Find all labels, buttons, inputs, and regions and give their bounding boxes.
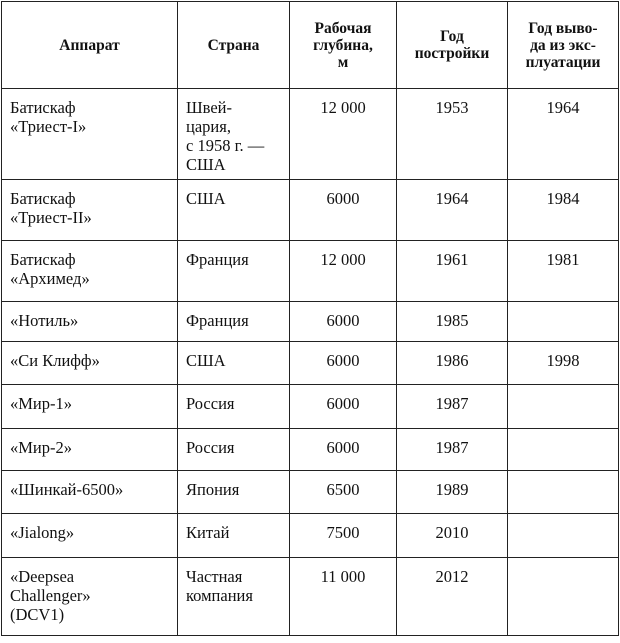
name-line: «Триест-II» [10,208,92,227]
header-built [397,2,508,89]
cell-built: 1987 [397,385,508,429]
table-row [2,180,619,241]
header-line: Страна [207,36,260,54]
country-line: Китай [186,523,230,542]
cell-built: 1953 [397,89,508,180]
cell-country [178,180,290,241]
name-line: «Мир-1» [10,394,72,413]
country-line: с 1958 г. — [186,136,265,155]
cell-name [2,429,178,471]
cell-retired [508,558,619,636]
country-line: Частная [186,567,243,586]
cell-built: 1987 [397,429,508,471]
cell-country [178,385,290,429]
name-line: «Шинкай-6500» [10,480,124,499]
table-row [2,514,619,558]
table-row [2,302,619,342]
cell-country [178,514,290,558]
cell-name [2,302,178,342]
cell-country [178,241,290,302]
cell-country [178,429,290,471]
header-line: постройки [414,45,490,62]
header-retired [508,2,619,89]
cell-name [2,241,178,302]
cell-built: 1989 [397,471,508,514]
name-line: «Jialong» [10,523,75,542]
name-line: «Триест-I» [10,117,87,136]
table-row [2,558,619,636]
cell-depth: 6500 [290,471,397,514]
cell-name [2,180,178,241]
table-row [2,342,619,385]
cell-country [178,471,290,514]
name-line: «Архимед» [10,269,90,288]
header-country [178,2,290,89]
cell-built: 1961 [397,241,508,302]
cell-depth: 6000 [290,429,397,471]
country-line: США [186,189,226,208]
name-line: «Мир-2» [10,438,72,457]
cell-built: 2010 [397,514,508,558]
cell-country [178,342,290,385]
cell-retired [508,514,619,558]
table-row [2,241,619,302]
table-row [2,471,619,514]
cell-depth: 6000 [290,342,397,385]
country-line: США [186,351,226,370]
cell-name [2,385,178,429]
cell-built: 1985 [397,302,508,342]
cell-depth: 11 000 [290,558,397,636]
cell-built: 2012 [397,558,508,636]
cell-country [178,558,290,636]
table-row [2,89,619,180]
submersibles-table [1,1,619,636]
name-line: Challenger» [10,586,91,605]
cell-retired [508,385,619,429]
header-line: м [337,53,349,71]
name-line: (DCV1) [10,605,65,624]
cell-retired: 1984 [508,180,619,241]
table-row [2,385,619,429]
country-line: цария, [186,117,231,136]
country-line: Франция [186,250,249,269]
table-body [2,89,619,636]
header-line: плуатации [525,53,601,71]
cell-depth: 6000 [290,385,397,429]
name-line: «Си Клифф» [10,351,100,370]
cell-depth: 7500 [290,514,397,558]
country-line: Франция [186,311,249,330]
header-name [2,2,178,89]
cell-country [178,302,290,342]
cell-retired [508,429,619,471]
cell-country [178,89,290,180]
name-line: «Deepsea [10,567,75,586]
header-depth [290,2,397,89]
cell-built: 1986 [397,342,508,385]
name-line: Батискаф [10,189,76,208]
header-row [2,2,619,89]
header-line: Аппарат [59,36,120,54]
table-row [2,429,619,471]
header-line: Год выво- [528,19,598,37]
cell-depth: 6000 [290,302,397,342]
cell-retired: 1964 [508,89,619,180]
country-line: Россия [186,438,235,457]
cell-retired [508,302,619,342]
cell-name [2,558,178,636]
cell-retired [508,471,619,514]
name-line: «Нотиль» [10,311,79,330]
country-line: Япония [186,480,240,499]
name-line: Батискаф [10,98,76,117]
header-line: Год [440,28,464,45]
cell-depth: 6000 [290,180,397,241]
cell-built: 1964 [397,180,508,241]
header-line: глубина, [313,36,373,54]
country-line: Швей- [186,98,232,117]
cell-retired: 1998 [508,342,619,385]
cell-name [2,514,178,558]
header-line: да из экс- [530,36,596,54]
cell-retired: 1981 [508,241,619,302]
name-line: Батискаф [10,250,76,269]
country-line: США [186,155,226,174]
cell-depth: 12 000 [290,89,397,180]
cell-name [2,471,178,514]
cell-name [2,89,178,180]
cell-depth: 12 000 [290,241,397,302]
cell-name [2,342,178,385]
country-line: Россия [186,394,235,413]
table-header [2,2,619,89]
header-line: Рабочая [314,19,372,37]
country-line: компания [186,586,253,605]
